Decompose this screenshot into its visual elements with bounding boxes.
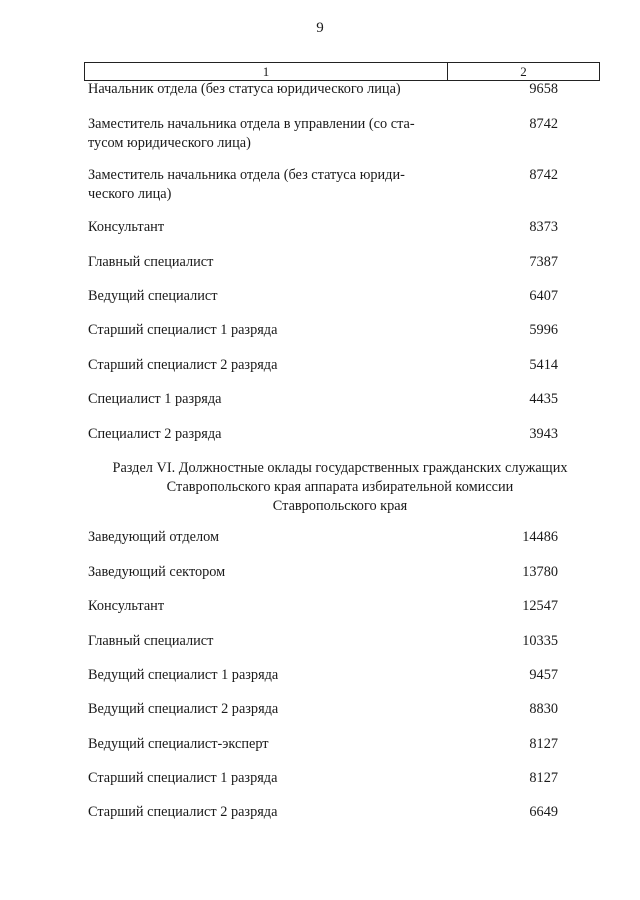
section-heading-line: Раздел VI. Должностные оклады государственных гражданских служащих	[112, 460, 568, 476]
section-heading-line: Ставропольского края	[272, 498, 408, 514]
salary-value: 4435	[529, 391, 558, 407]
section-heading-line: Ставропольского края аппарата избирательной комиссии	[166, 479, 514, 495]
position-title: Специалист 2 разряда	[88, 426, 222, 442]
salary-value: 8742	[529, 167, 558, 183]
salary-value: 14486	[522, 529, 558, 545]
salary-value: 10335	[522, 633, 558, 649]
salary-value: 5414	[529, 357, 558, 373]
salary-value: 6407	[529, 288, 558, 304]
position-title: Ведущий специалист 2 разряда	[88, 701, 279, 717]
position-title: Заместитель начальника отдела в управлении (со ста- тусом юридического лица)	[88, 116, 415, 151]
salary-value: 3943	[529, 426, 558, 442]
salary-value: 12547	[522, 598, 558, 614]
position-title: Ведущий специалист 1 разряда	[88, 667, 279, 683]
salary-value: 9658	[529, 81, 558, 97]
position-title: Старший специалист 1 разряда	[88, 770, 278, 786]
position-title: Старший специалист 2 разряда	[88, 804, 278, 820]
table-column-header	[84, 62, 600, 81]
position-title: Ведущий специалист	[88, 288, 218, 304]
position-title: Старший специалист 2 разряда	[88, 357, 278, 373]
position-title: Начальник отдела (без статуса юридического лица)	[88, 81, 401, 97]
position-title: Заведующий сектором	[88, 564, 226, 580]
column-number-1: 1	[85, 63, 448, 80]
position-title: Консультант	[88, 219, 165, 235]
salary-value: 8127	[529, 736, 558, 752]
salary-value: 8373	[529, 219, 558, 235]
section-heading	[60, 459, 620, 516]
position-title: Заместитель начальника отдела (без статуса юриди- ческого лица)	[88, 167, 405, 202]
salary-value: 6649	[529, 804, 558, 820]
page-number: 9	[316, 20, 324, 36]
position-title: Главный специалист	[88, 254, 214, 270]
salary-value: 8830	[529, 701, 558, 717]
salary-value: 7387	[529, 254, 558, 270]
salary-value: 8742	[529, 116, 558, 132]
position-title: Специалист 1 разряда	[88, 391, 222, 407]
salary-value: 9457	[529, 667, 558, 683]
salary-value: 8127	[529, 770, 558, 786]
salary-value: 13780	[522, 564, 558, 580]
salary-value: 5996	[529, 322, 558, 338]
position-title: Старший специалист 1 разряда	[88, 322, 278, 338]
column-number-2: 2	[520, 64, 527, 79]
position-title: Ведущий специалист-эксперт	[88, 736, 269, 752]
position-title: Консультант	[88, 598, 165, 614]
position-title: Заведующий отделом	[88, 529, 220, 545]
position-title: Главный специалист	[88, 633, 214, 649]
